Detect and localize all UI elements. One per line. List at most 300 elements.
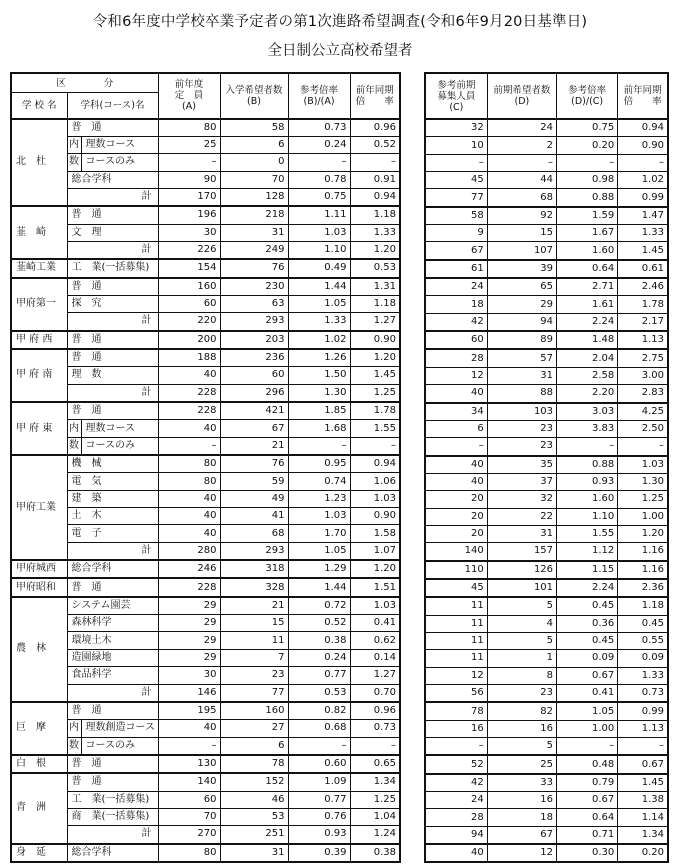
capacity-cell: – [158, 737, 220, 755]
early-ratio-cell: 1.60 [557, 491, 618, 508]
table-row [11, 755, 400, 773]
early-applicants-cell: 35 [487, 456, 556, 474]
prev-ratio-cell: 1.03 [350, 597, 400, 615]
table-row [11, 367, 400, 384]
capacity-cell: 30 [158, 224, 220, 241]
early-ratio-cell: 1.12 [557, 543, 618, 561]
early-ratio-cell: 0.71 [557, 826, 618, 844]
table-row [425, 491, 668, 508]
prev-ratio-cell: 1.45 [350, 367, 400, 384]
prev-ratio-cell: 1.31 [350, 278, 400, 296]
table-row [425, 543, 668, 561]
capacity-cell: 280 [158, 542, 220, 560]
table-row [425, 632, 668, 649]
school-name: 甲 府 南 [11, 349, 67, 402]
naisuu-label: 内 [67, 720, 81, 737]
prev-ratio-cell: 1.51 [350, 578, 400, 596]
table-row [425, 420, 668, 437]
early-prev-ratio-cell: 0.67 [618, 755, 668, 773]
capacity-cell: 29 [158, 597, 220, 615]
applicants-cell: 296 [220, 384, 288, 402]
capacity-cell: 160 [158, 278, 220, 296]
total-label: 計 [67, 384, 158, 402]
school-name: 甲府昭和 [11, 578, 67, 596]
prev-ratio-cell: 0.14 [350, 649, 400, 666]
naisuu-label: 内 [67, 136, 81, 153]
prev-ratio-cell: 1.06 [350, 473, 400, 490]
school-name: 青 洲 [11, 773, 67, 843]
capacity-cell: 195 [158, 702, 220, 720]
early-prev-ratio-cell: 2.50 [618, 420, 668, 437]
table-row [425, 844, 668, 862]
subject-name: 普 通 [67, 206, 158, 224]
early-applicants-cell: 15 [487, 225, 556, 242]
early-capacity-cell: 94 [425, 826, 487, 844]
prev-ratio-cell: 0.91 [350, 171, 400, 188]
capacity-cell: 188 [158, 349, 220, 367]
early-applicants-cell: 16 [487, 720, 556, 737]
table-row [425, 172, 668, 189]
naisuu-label: 内 [67, 420, 81, 437]
table-row [11, 473, 400, 490]
capacity-cell: 29 [158, 632, 220, 649]
subject-name: コースのみ [81, 737, 158, 755]
table-row [11, 437, 400, 455]
school-name: 甲府城西 [11, 560, 67, 578]
subject-name: 総合学科 [67, 844, 158, 862]
early-capacity-cell: 40 [425, 456, 487, 474]
prev-ratio-cell: 1.18 [350, 206, 400, 224]
early-capacity-cell: – [425, 438, 487, 456]
early-capacity-cell: – [425, 154, 487, 171]
early-applicants-cell: 103 [487, 403, 556, 421]
early-ratio-cell: 2.24 [557, 579, 618, 597]
table-row [11, 632, 400, 649]
subject-name: 工 業(一括募集) [67, 791, 158, 808]
table-row [11, 490, 400, 507]
subject-name: 理数創造コース [81, 720, 158, 737]
capacity-cell: 30 [158, 667, 220, 684]
early-applicants-cell: 57 [487, 349, 556, 367]
early-prev-ratio-cell: 0.09 [618, 650, 668, 667]
early-prev-ratio-cell: 1.34 [618, 826, 668, 844]
early-capacity-cell: – [425, 738, 487, 756]
early-capacity-cell: 10 [425, 137, 487, 154]
early-prev-ratio-cell: 0.45 [618, 615, 668, 632]
school-name: 身 延 [11, 844, 67, 862]
applicants-cell: 249 [220, 241, 288, 259]
table-row [11, 278, 400, 296]
header-applicants: 入学希望者数 (B) [220, 73, 288, 119]
early-prev-ratio-cell: 4.25 [618, 403, 668, 421]
ratio-cell: 0.24 [288, 136, 350, 153]
capacity-cell: 170 [158, 188, 220, 206]
ratio-cell: 1.11 [288, 206, 350, 224]
subject-name: 理 数 [67, 367, 158, 384]
early-capacity-cell: 9 [425, 225, 487, 242]
table-row [11, 206, 400, 224]
subject-name: 森林科学 [67, 615, 158, 632]
early-capacity-cell: 42 [425, 313, 487, 331]
table-row [425, 597, 668, 615]
early-capacity-cell: 28 [425, 349, 487, 367]
applicants-cell: 293 [220, 542, 288, 560]
early-capacity-cell: 56 [425, 685, 487, 703]
header-early-prev-ratio: 前年同期 倍 率 [618, 73, 668, 119]
capacity-cell: 40 [158, 525, 220, 542]
early-prev-ratio-cell: 1.33 [618, 225, 668, 242]
subject-name: 土 木 [67, 508, 158, 525]
early-ratio-cell: 2.20 [557, 385, 618, 403]
ratio-cell: 0.49 [288, 259, 350, 277]
applicants-cell: 31 [220, 224, 288, 241]
table-row [425, 438, 668, 456]
early-capacity-cell: 20 [425, 508, 487, 525]
early-ratio-cell: 0.30 [557, 844, 618, 862]
early-applicants-cell: 101 [487, 579, 556, 597]
early-capacity-cell: 45 [425, 579, 487, 597]
ratio-cell: 1.05 [288, 542, 350, 560]
ratio-cell: 1.05 [288, 295, 350, 312]
ratio-cell: 0.75 [288, 188, 350, 206]
prev-ratio-cell: 1.27 [350, 667, 400, 684]
total-label: 計 [67, 542, 158, 560]
prev-ratio-cell: 1.24 [350, 826, 400, 844]
school-name: 北 杜 [11, 119, 67, 207]
subject-name: 普 通 [67, 402, 158, 420]
prev-ratio-cell: 1.27 [350, 313, 400, 331]
early-prev-ratio-cell: 2.46 [618, 278, 668, 296]
table-row [11, 313, 400, 331]
capacity-cell: 154 [158, 259, 220, 277]
school-name: 甲府工業 [11, 455, 67, 560]
table-row [425, 508, 668, 525]
early-prev-ratio-cell: 2.83 [618, 385, 668, 403]
early-applicants-cell: 23 [487, 685, 556, 703]
table-row [425, 403, 668, 421]
prev-ratio-cell: 0.96 [350, 119, 400, 137]
early-table [424, 72, 669, 863]
capacity-cell: 25 [158, 136, 220, 153]
early-applicants-cell: 94 [487, 313, 556, 331]
capacity-cell: 140 [158, 773, 220, 791]
applicants-cell: 21 [220, 597, 288, 615]
early-ratio-cell: 1.59 [557, 207, 618, 225]
early-capacity-cell: 78 [425, 702, 487, 720]
table-row [11, 259, 400, 277]
capacity-cell: 40 [158, 367, 220, 384]
early-applicants-cell: 31 [487, 367, 556, 384]
table-row [11, 119, 400, 137]
table-row [11, 188, 400, 206]
ratio-cell: 0.72 [288, 597, 350, 615]
early-prev-ratio-cell: 1.20 [618, 525, 668, 542]
table-row [11, 384, 400, 402]
ratio-cell: 1.44 [288, 278, 350, 296]
applicants-cell: 236 [220, 349, 288, 367]
early-capacity-cell: 6 [425, 420, 487, 437]
table-row [425, 154, 668, 171]
total-label: 計 [67, 313, 158, 331]
early-applicants-cell: 92 [487, 207, 556, 225]
ratio-cell: 1.03 [288, 508, 350, 525]
table-row [425, 774, 668, 792]
prev-ratio-cell: 0.94 [350, 188, 400, 206]
prev-ratio-cell: 0.62 [350, 632, 400, 649]
table-row [425, 561, 668, 579]
applicants-cell: 78 [220, 755, 288, 773]
ratio-cell: 0.39 [288, 844, 350, 862]
capacity-cell: 80 [158, 473, 220, 490]
prev-ratio-cell: 1.20 [350, 241, 400, 259]
page-title: 令和6年度中学校卒業予定者の第1次進路希望調査(令和6年9月20日基準日) [92, 14, 588, 30]
main-table [10, 72, 401, 863]
prev-ratio-cell: 0.94 [350, 455, 400, 473]
early-prev-ratio-cell: 1.14 [618, 809, 668, 826]
table-row [11, 844, 400, 862]
ratio-cell: 1.30 [288, 384, 350, 402]
subject-name: 普 通 [67, 773, 158, 791]
capacity-cell: – [158, 437, 220, 455]
prev-ratio-cell: 0.65 [350, 755, 400, 773]
subject-name: コースのみ [81, 437, 158, 455]
subject-name: 総合学科 [67, 560, 158, 578]
school-name: 甲 府 東 [11, 402, 67, 455]
capacity-cell: 60 [158, 791, 220, 808]
early-applicants-cell: 39 [487, 260, 556, 278]
early-capacity-cell: 58 [425, 207, 487, 225]
table-row [11, 773, 400, 791]
early-ratio-cell: – [557, 738, 618, 756]
early-applicants-cell: 23 [487, 420, 556, 437]
ratio-cell: 0.68 [288, 720, 350, 737]
capacity-cell: 40 [158, 420, 220, 437]
applicants-cell: 7 [220, 649, 288, 666]
capacity-cell: 29 [158, 615, 220, 632]
early-capacity-cell: 12 [425, 367, 487, 384]
capacity-cell: 29 [158, 649, 220, 666]
early-ratio-cell: 0.36 [557, 615, 618, 632]
early-prev-ratio-cell: 2.75 [618, 349, 668, 367]
early-ratio-cell: 0.75 [557, 119, 618, 137]
subject-name: 普 通 [67, 331, 158, 349]
subject-name: 造園緑地 [67, 649, 158, 666]
applicants-cell: 53 [220, 808, 288, 825]
ratio-cell: – [288, 437, 350, 455]
subject-name: 商 業(一括募集) [67, 808, 158, 825]
applicants-cell: 160 [220, 702, 288, 720]
table-row [11, 295, 400, 312]
early-ratio-cell: 2.04 [557, 349, 618, 367]
capacity-cell: – [158, 154, 220, 171]
table-row [425, 207, 668, 225]
early-applicants-cell: 89 [487, 331, 556, 349]
early-applicants-cell: 4 [487, 615, 556, 632]
table-row [11, 684, 400, 702]
early-ratio-cell: 0.09 [557, 650, 618, 667]
early-capacity-cell: 40 [425, 385, 487, 403]
subject-name: 文 理 [67, 224, 158, 241]
early-ratio-cell: 0.93 [557, 473, 618, 490]
early-applicants-cell: 5 [487, 632, 556, 649]
table-row [11, 525, 400, 542]
table-row [11, 154, 400, 171]
school-name: 甲 府 西 [11, 331, 67, 349]
prev-ratio-cell: 0.70 [350, 684, 400, 702]
table-row [11, 420, 400, 437]
capacity-cell: 80 [158, 844, 220, 862]
early-capacity-cell: 42 [425, 774, 487, 792]
table-row [425, 296, 668, 313]
ratio-cell: – [288, 737, 350, 755]
early-ratio-cell: 0.20 [557, 137, 618, 154]
ratio-cell: 1.44 [288, 578, 350, 596]
early-prev-ratio-cell: 0.61 [618, 260, 668, 278]
subject-name: 普 通 [67, 702, 158, 720]
early-prev-ratio-cell: 3.00 [618, 367, 668, 384]
early-ratio-cell: 3.03 [557, 403, 618, 421]
header-early-capacity: 参考前期 募集人員 (C) [425, 73, 487, 119]
ratio-cell: 1.29 [288, 560, 350, 578]
early-prev-ratio-cell: 1.30 [618, 473, 668, 490]
table-row [11, 720, 400, 737]
school-name: 巨 摩 [11, 702, 67, 755]
table-row [11, 508, 400, 525]
table-row [425, 579, 668, 597]
early-applicants-cell: 12 [487, 844, 556, 862]
prev-ratio-cell: 1.58 [350, 525, 400, 542]
early-ratio-cell: 0.98 [557, 172, 618, 189]
capacity-cell: 40 [158, 720, 220, 737]
early-prev-ratio-cell: 1.38 [618, 792, 668, 809]
applicants-cell: 70 [220, 171, 288, 188]
early-prev-ratio-cell: 1.33 [618, 667, 668, 684]
capacity-cell: 226 [158, 241, 220, 259]
table-row [425, 242, 668, 260]
table-row [11, 402, 400, 420]
capacity-cell: 270 [158, 826, 220, 844]
table-row [425, 385, 668, 403]
early-capacity-cell: 52 [425, 755, 487, 773]
early-ratio-cell: 2.71 [557, 278, 618, 296]
header-capacity: 前年度 定 員 (A) [158, 73, 220, 119]
header-school: 学 校 名 [11, 93, 67, 119]
early-capacity-cell: 16 [425, 720, 487, 737]
applicants-cell: 68 [220, 525, 288, 542]
early-applicants-cell: 88 [487, 385, 556, 403]
early-capacity-cell: 60 [425, 331, 487, 349]
applicants-cell: 23 [220, 667, 288, 684]
early-capacity-cell: 24 [425, 792, 487, 809]
ratio-cell: 0.95 [288, 455, 350, 473]
prev-ratio-cell: 1.20 [350, 560, 400, 578]
early-ratio-cell: – [557, 438, 618, 456]
ratio-cell: 0.82 [288, 702, 350, 720]
table-row [11, 136, 400, 153]
capacity-cell: 40 [158, 490, 220, 507]
table-row [425, 615, 668, 632]
ratio-cell: 1.09 [288, 773, 350, 791]
early-ratio-cell: 2.24 [557, 313, 618, 331]
prev-ratio-cell: 1.07 [350, 542, 400, 560]
applicants-cell: 27 [220, 720, 288, 737]
applicants-cell: 31 [220, 844, 288, 862]
early-prev-ratio-cell: 1.25 [618, 491, 668, 508]
table-row [11, 597, 400, 615]
early-prev-ratio-cell: 1.45 [618, 774, 668, 792]
early-applicants-cell: 5 [487, 597, 556, 615]
table-row [11, 241, 400, 259]
header-prev-ratio: 前年同期 倍 率 [350, 73, 400, 119]
subject-name: 普 通 [67, 119, 158, 137]
school-name: 甲府第一 [11, 278, 67, 331]
capacity-cell: 80 [158, 119, 220, 137]
applicants-cell: 76 [220, 455, 288, 473]
applicants-cell: 49 [220, 490, 288, 507]
table-row [425, 650, 668, 667]
table-row [11, 542, 400, 560]
ratio-cell: – [288, 154, 350, 171]
ratio-cell: 0.52 [288, 615, 350, 632]
early-ratio-cell: 1.60 [557, 242, 618, 260]
applicants-cell: 152 [220, 773, 288, 791]
early-ratio-cell: 1.48 [557, 331, 618, 349]
capacity-cell: 220 [158, 313, 220, 331]
early-applicants-cell: 65 [487, 278, 556, 296]
capacity-cell: 228 [158, 578, 220, 596]
subject-name: 電 子 [67, 525, 158, 542]
prev-ratio-cell: 0.38 [350, 844, 400, 862]
table-row [11, 224, 400, 241]
early-ratio-cell: 1.67 [557, 225, 618, 242]
ratio-cell: 1.68 [288, 420, 350, 437]
early-prev-ratio-cell: 0.73 [618, 685, 668, 703]
early-ratio-cell: – [557, 154, 618, 171]
subject-name: 総合学科 [67, 171, 158, 188]
ratio-cell: 1.02 [288, 331, 350, 349]
ratio-cell: 0.93 [288, 826, 350, 844]
table-row [425, 313, 668, 331]
table-row [425, 349, 668, 367]
table-row [11, 615, 400, 632]
early-prev-ratio-cell: 0.90 [618, 137, 668, 154]
subject-name: 普 通 [67, 578, 158, 596]
early-ratio-cell: 0.67 [557, 667, 618, 684]
applicants-cell: 15 [220, 615, 288, 632]
table-row [425, 225, 668, 242]
applicants-cell: 63 [220, 295, 288, 312]
applicants-cell: 11 [220, 632, 288, 649]
early-capacity-cell: 11 [425, 650, 487, 667]
table-row [425, 525, 668, 542]
table-row [425, 189, 668, 207]
header-ratio: 参考倍率 (B)/(A) [288, 73, 350, 119]
early-applicants-cell: 29 [487, 296, 556, 313]
early-applicants-cell: 37 [487, 473, 556, 490]
school-name: 農 林 [11, 597, 67, 702]
early-capacity-cell: 11 [425, 632, 487, 649]
subject-name: 食品科学 [67, 667, 158, 684]
capacity-cell: 228 [158, 402, 220, 420]
ratio-cell: 0.77 [288, 667, 350, 684]
early-capacity-cell: 40 [425, 473, 487, 490]
ratio-cell: 1.33 [288, 313, 350, 331]
table-row [11, 578, 400, 596]
table-row [425, 456, 668, 474]
ratio-cell: 1.26 [288, 349, 350, 367]
header-early-ratio: 参考倍率 (D)/(C) [557, 73, 618, 119]
early-ratio-cell: 1.61 [557, 296, 618, 313]
